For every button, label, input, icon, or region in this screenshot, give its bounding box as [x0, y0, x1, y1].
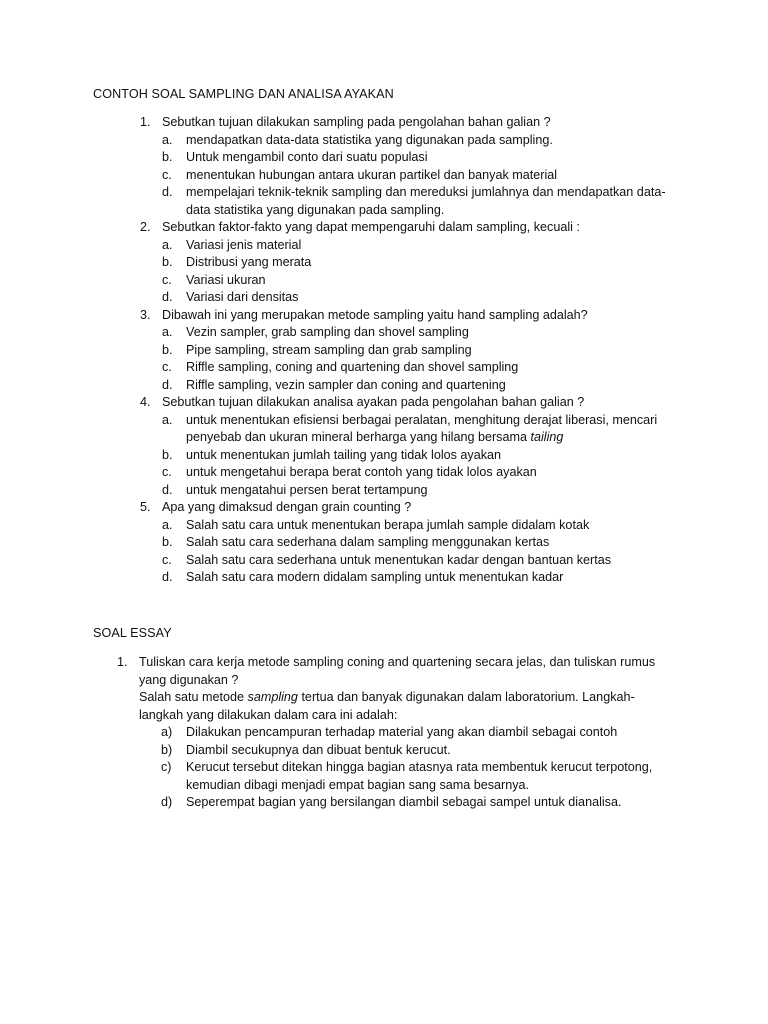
step-text: Diambil secukupnya dan dibuat bentuk kerucut.	[186, 742, 451, 757]
option-letter: d.	[162, 185, 173, 199]
option-letter: b.	[162, 342, 173, 357]
option-d	[0, 482, 666, 500]
option-c	[0, 167, 666, 185]
option-letter: a.	[162, 237, 173, 252]
option-letter: a.	[162, 132, 173, 147]
option-text: untuk mengetahui berapa berat contoh yang tidak lolos ayakan	[186, 465, 537, 479]
option-letter: c.	[162, 360, 172, 374]
option-text: Salah satu cara sederhana untuk menentukan kadar dengan bantuan kertas	[186, 552, 611, 567]
option-letter: d.	[162, 377, 173, 392]
option-text: untuk mengatahui persen berat tertampung	[186, 482, 428, 497]
essay-question-text: Tuliskan cara kerja metode sampling coning and quartening secara jelas, dan tuliskan rumus yang digunakan ?	[139, 655, 656, 687]
option-letter: c.	[162, 272, 172, 287]
step-letter: d)	[161, 795, 173, 809]
option-a	[0, 517, 666, 535]
option-a	[0, 237, 666, 255]
option-c	[0, 552, 666, 570]
multiple-choice-title: CONTOH SOAL SAMPLING DAN ANALISA AYAKAN	[93, 87, 394, 101]
option-b	[0, 149, 666, 167]
option-letter: d.	[162, 482, 173, 497]
answer-prefix: Salah satu metode	[139, 690, 245, 704]
option-text: untuk menentukan jumlah tailing yang tidak lolos ayakan	[186, 447, 502, 462]
option-letter: d.	[162, 290, 173, 304]
option-letter: c.	[162, 552, 172, 567]
question-text: Apa yang dimaksud dengan grain counting ?	[162, 500, 412, 514]
question-1	[0, 114, 768, 219]
option-letter: c.	[162, 167, 172, 182]
option-text: Untuk mengambil conto dari suatu populasi	[186, 150, 428, 164]
question-text: Sebutkan tujuan dilakukan sampling pada pengolahan bahan galian ?	[162, 115, 551, 129]
step-d	[0, 794, 686, 812]
option-text: untuk menentukan efisiensi berbagai peralatan, menghitung derajat liberasi, mencari penyebab dan ukuran mineral berharga yang hilang bersama	[186, 412, 658, 444]
option-b	[0, 254, 666, 272]
question-number: 3.	[140, 307, 151, 322]
step-c	[0, 759, 686, 794]
answer-suffix: tertua dan banyak digunakan dalam laboratorium. Langkah-langkah yang dilakukan dalam cara ini adalah:	[139, 690, 635, 722]
option-d	[0, 377, 666, 395]
option-italic-term: tailing	[530, 430, 564, 444]
step-text: Kerucut tersebut ditekan hingga bagian atasnya rata membentuk kerucut terpotong, kemudian dibagi menjadi empat bagian sang sama besarnya.	[186, 760, 653, 792]
step-b	[0, 742, 686, 760]
option-text: menentukan hubungan antara ukuran partikel dan banyak material	[186, 167, 558, 182]
option-text: Vezin sampler, grab sampling dan shovel sampling	[186, 325, 469, 339]
question-text: Sebutkan tujuan dilakukan analisa ayakan pada pengolahan bahan galian ?	[162, 395, 585, 409]
option-text: Salah satu cara sederhana dalam sampling menggunakan kertas	[186, 535, 550, 549]
question-text: Sebutkan faktor-fakto yang dapat mempengaruhi dalam sampling, kecuali :	[162, 220, 580, 234]
option-text: Salah satu cara modern didalam sampling untuk menentukan kadar	[186, 570, 564, 584]
option-letter: a.	[162, 325, 173, 339]
step-letter: a)	[161, 725, 173, 739]
option-letter: c.	[162, 465, 172, 479]
options-list	[162, 517, 768, 587]
options-list	[162, 132, 768, 220]
option-text: mempelajari teknik-teknik sampling dan mereduksi jumlahnya dan mendapatkan data-data statistika yang digunakan pada sampling.	[186, 185, 666, 217]
essay-list	[0, 654, 768, 812]
option-text: Riffle sampling, coning and quartening dan shovel sampling	[186, 360, 519, 374]
step-letter: c)	[161, 760, 172, 774]
option-text: Variasi jenis material	[186, 237, 302, 252]
option-text: Variasi dari densitas	[186, 290, 299, 304]
step-text: Dilakukan pencampuran terhadap material yang akan diambil sebagai contoh	[186, 725, 618, 739]
essay-title: SOAL ESSAY	[93, 626, 172, 640]
option-letter: b.	[162, 255, 173, 269]
option-letter: d.	[162, 570, 173, 584]
question-text: Dibawah ini yang merupakan metode sampling yaitu hand sampling adalah?	[162, 307, 588, 322]
option-text: Distribusi yang merata	[186, 255, 312, 269]
essay-question-1	[0, 654, 674, 812]
question-number: 2.	[140, 220, 151, 234]
step-a	[0, 724, 686, 742]
option-c	[0, 464, 666, 482]
option-d	[0, 184, 666, 219]
question-5	[0, 499, 768, 587]
essay-answer	[139, 689, 674, 724]
question-number: 5.	[140, 500, 151, 514]
option-c	[0, 359, 666, 377]
option-text: Pipe sampling, stream sampling dan grab sampling	[186, 342, 472, 357]
essay-number: 1.	[117, 655, 128, 669]
question-3	[0, 307, 768, 395]
option-text: Salah satu cara untuk menentukan berapa jumlah sample didalam kotak	[186, 517, 590, 532]
answer-italic-term: sampling	[247, 690, 298, 704]
option-letter: a.	[162, 412, 173, 427]
option-d	[0, 289, 666, 307]
options-list	[162, 237, 768, 307]
options-list	[162, 412, 768, 500]
option-d	[0, 569, 666, 587]
option-text: mendapatkan data-data statistika yang digunakan pada sampling.	[186, 132, 553, 147]
question-4	[0, 394, 768, 499]
question-number: 4.	[140, 395, 151, 409]
option-text: Variasi ukuran	[186, 272, 266, 287]
question-2	[0, 219, 768, 307]
steps-list	[139, 724, 674, 812]
option-letter: a.	[162, 517, 173, 532]
option-text: Riffle sampling, vezin sampler dan coning and quartening	[186, 377, 506, 392]
step-text: Seperempat bagian yang bersilangan diambil sebagai sampel untuk dianalisa.	[186, 795, 622, 809]
option-b	[0, 342, 666, 360]
option-b	[0, 534, 666, 552]
option-a	[0, 324, 666, 342]
multiple-choice-list	[0, 114, 768, 587]
question-number: 1.	[140, 115, 151, 129]
option-letter: b.	[162, 447, 173, 462]
option-letter: b.	[162, 150, 173, 164]
option-c	[0, 272, 666, 290]
step-letter: b)	[161, 742, 173, 757]
options-list	[162, 324, 768, 394]
option-b	[0, 447, 666, 465]
option-a	[0, 412, 666, 447]
option-letter: b.	[162, 535, 173, 549]
option-a	[0, 132, 666, 150]
